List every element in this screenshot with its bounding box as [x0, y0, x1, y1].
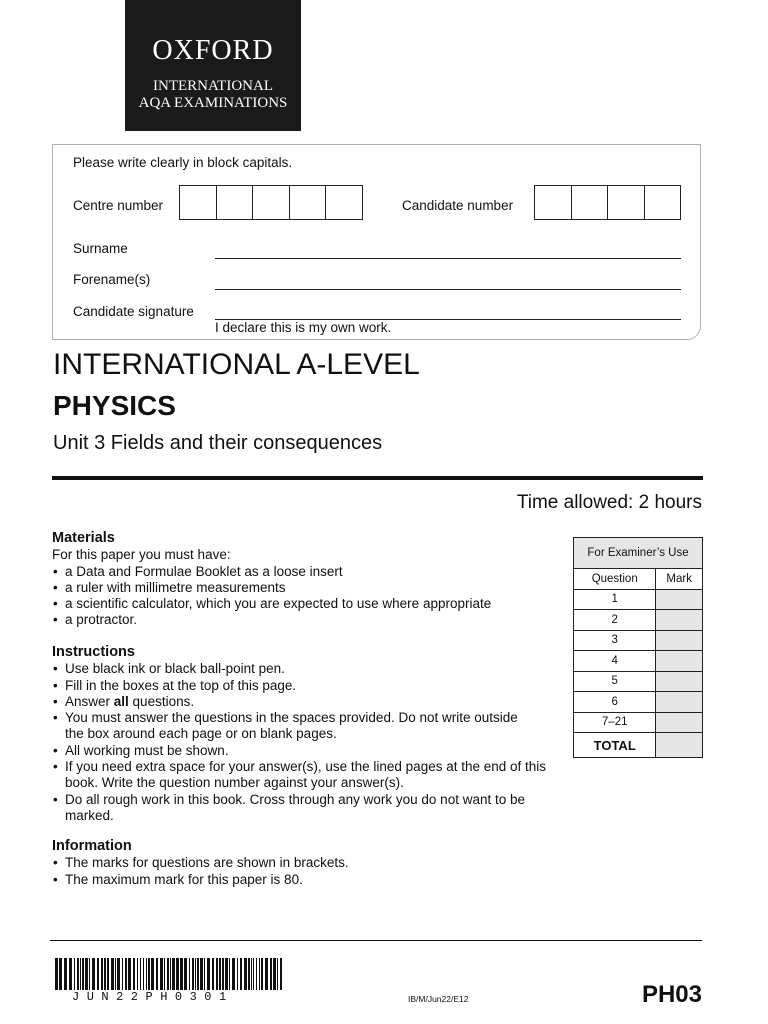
information-heading: Information	[52, 838, 132, 854]
question-column-header: Question	[574, 569, 656, 590]
table-row	[574, 671, 703, 692]
barcode-bar	[107, 958, 109, 990]
barcode-bar	[69, 958, 72, 990]
barcode-bar	[59, 958, 62, 990]
barcode-bar	[204, 958, 205, 990]
surname-label: Surname	[73, 241, 128, 256]
barcode-bar	[143, 958, 144, 990]
total-label: TOTAL	[574, 733, 656, 758]
barcode-bar	[176, 958, 179, 990]
title-divider	[52, 476, 703, 480]
mark-cell	[656, 692, 703, 713]
instructions-item: • Use black ink or black ball-point pen.	[52, 661, 557, 677]
question-number: 1	[574, 589, 656, 610]
barcode-bar	[117, 958, 120, 990]
candidate-number-digit-box[interactable]	[535, 186, 572, 219]
question-number: 6	[574, 692, 656, 713]
barcode-bar	[80, 958, 81, 990]
barcode-bar	[212, 958, 214, 990]
barcode-bar	[89, 958, 90, 990]
barcode-bar	[184, 958, 187, 990]
barcode-bar	[156, 958, 158, 990]
barcode-bar	[97, 958, 99, 990]
question-number: 2	[574, 610, 656, 631]
question-number: 3	[574, 630, 656, 651]
footer-divider	[50, 940, 702, 941]
barcode-bar	[74, 958, 75, 990]
unit-title: Unit 3 Fields and their consequences	[53, 432, 383, 454]
subject-title: PHYSICS	[53, 390, 176, 421]
barcode-bar	[111, 958, 114, 990]
materials-item: • a Data and Formulae Booklet as a loose insert	[52, 564, 552, 580]
instructions-item: • You must answer the questions in the spaces provided. Do not write outside the box around each page or on blank pages.	[52, 710, 520, 743]
instructions-item: • If you need extra space for your answer(s), use the lined pages at the end of this book. Write the question number against your answer(s).	[52, 759, 560, 792]
barcode-bar	[146, 958, 147, 990]
candidate-signature-label: Candidate signature	[73, 304, 194, 319]
candidate-number-digit-box[interactable]	[645, 186, 681, 219]
barcode-bar	[151, 958, 154, 990]
paper-code: PH03	[641, 981, 702, 1008]
barcode-bar	[253, 958, 254, 990]
barcode-bar	[207, 958, 210, 990]
document-reference: IB/M/Jun22/E12	[408, 994, 469, 1004]
barcode-bar	[248, 958, 250, 990]
examiner-table-title: For Examiner’s Use	[574, 538, 703, 569]
table-row	[574, 610, 703, 631]
barcode-bar	[148, 958, 150, 990]
centre-number-boxes[interactable]	[179, 185, 363, 220]
instructions-heading: Instructions	[52, 644, 135, 660]
barcode-bar	[82, 958, 84, 990]
barcode-bar	[164, 958, 165, 990]
logo-subtitle-1: INTERNATIONAL	[153, 78, 273, 94]
barcode-bar	[101, 958, 103, 990]
materials-item: • a ruler with millimetre measurements	[52, 580, 552, 596]
answer-all-pre: Answer	[65, 693, 114, 709]
barcode-bar	[122, 958, 123, 990]
barcode-bar	[85, 958, 88, 990]
materials-intro: For this paper you must have:	[52, 547, 231, 563]
barcode-bar	[170, 958, 171, 990]
surname-line[interactable]	[215, 258, 681, 259]
barcode-bar	[172, 958, 175, 990]
centre-number-digit-box[interactable]	[217, 186, 254, 219]
barcode-bar	[197, 958, 199, 990]
table-row	[574, 589, 703, 610]
mark-cell	[656, 671, 703, 692]
barcode-bar	[280, 958, 282, 990]
mark-cell	[656, 651, 703, 672]
barcode-bar	[225, 958, 228, 990]
instructions-item: • All working must be shown.	[52, 743, 557, 759]
instructions-item: • Do all rough work in this book. Cross through any work you do not want to be marked.	[52, 792, 535, 825]
mark-cell	[656, 589, 703, 610]
materials-item: • a protractor.	[52, 612, 552, 628]
question-number: 5	[574, 671, 656, 692]
answer-all-bold: all	[113, 693, 129, 709]
logo-title: OXFORD	[152, 35, 274, 66]
barcode-bar	[125, 958, 127, 990]
mark-cell	[656, 712, 703, 733]
information-section	[52, 838, 552, 888]
centre-number-digit-box[interactable]	[326, 186, 362, 219]
barcode-bar	[55, 958, 58, 990]
mark-cell	[656, 630, 703, 651]
candidate-number-digit-box[interactable]	[572, 186, 609, 219]
barcode-bar	[240, 958, 242, 990]
barcode-bar	[219, 958, 221, 990]
candidate-number-digit-box[interactable]	[608, 186, 645, 219]
instructions-item: • Fill in the boxes at the top of this page.	[52, 678, 557, 694]
block-capitals-instruction: Please write clearly in block capitals.	[73, 155, 293, 170]
barcode-bar	[92, 958, 95, 990]
centre-number-digit-box[interactable]	[180, 186, 217, 219]
table-row	[574, 712, 703, 733]
barcode-bar	[277, 958, 278, 990]
barcode-bar	[64, 958, 67, 990]
mark-column-header: Mark	[656, 569, 703, 590]
barcode-bar	[77, 958, 79, 990]
materials-heading: Materials	[52, 530, 115, 546]
total-mark-cell	[656, 733, 703, 758]
forename-line[interactable]	[215, 289, 681, 290]
barcode-bar	[192, 958, 194, 990]
logo-subtitle-2: AQA EXAMINATIONS	[138, 95, 288, 111]
barcode-bar	[273, 958, 276, 990]
qualification-level: INTERNATIONAL A-LEVEL	[53, 348, 420, 381]
barcode-bar	[189, 958, 190, 990]
barcode-bar	[237, 958, 238, 990]
barcode-bar	[180, 958, 183, 990]
barcode-bar	[167, 958, 169, 990]
barcode-bar	[251, 958, 252, 990]
barcode-bar	[265, 958, 268, 990]
barcode-bar	[216, 958, 218, 990]
barcode-bar	[115, 958, 116, 990]
barcode-bar	[244, 958, 247, 990]
barcode-bar	[232, 958, 235, 990]
examiner-use-table	[573, 537, 703, 758]
barcode-text: JUN22PH0301	[72, 990, 234, 1004]
barcode-bar	[261, 958, 263, 990]
barcode-bar	[229, 958, 230, 990]
barcode-bar	[137, 958, 138, 990]
instructions-item-answer-all	[52, 694, 557, 710]
table-row	[574, 692, 703, 713]
barcode-image	[55, 958, 284, 990]
information-item: • The marks for questions are shown in brackets.	[52, 855, 552, 871]
table-row	[574, 651, 703, 672]
barcode-bar	[259, 958, 260, 990]
information-item: • The maximum mark for this paper is 80.	[52, 872, 552, 888]
barcode-bar	[270, 958, 272, 990]
table-row	[574, 630, 703, 651]
materials-item: • a scientific calculator, which you are expected to use where appropriate	[52, 596, 552, 612]
centre-number-label: Centre number	[73, 198, 164, 213]
mark-cell	[656, 610, 703, 631]
barcode-bar	[195, 958, 196, 990]
question-number: 7–21	[574, 712, 656, 733]
forename-label: Forename(s)	[73, 272, 151, 287]
barcode-bar	[200, 958, 203, 990]
total-row	[574, 733, 703, 758]
centre-number-digit-box[interactable]	[290, 186, 327, 219]
barcode-bar	[104, 958, 106, 990]
time-allowed: Time allowed: 2 hours	[516, 492, 702, 513]
oxford-aqa-logo	[125, 0, 301, 131]
barcode-bar	[128, 958, 131, 990]
centre-number-digit-box[interactable]	[253, 186, 290, 219]
barcode-bar	[160, 958, 163, 990]
candidate-number-label: Candidate number	[402, 198, 514, 213]
barcode-bar	[140, 958, 141, 990]
candidate-number-boxes[interactable]	[534, 185, 681, 220]
answer-all-post: questions.	[128, 693, 195, 709]
barcode-bar	[133, 958, 135, 990]
instructions-section	[52, 644, 557, 824]
barcode-bar	[222, 958, 224, 990]
materials-section	[52, 530, 552, 629]
barcode-bar	[256, 958, 257, 990]
declaration-text: I declare this is my own work.	[215, 320, 392, 335]
question-number: 4	[574, 651, 656, 672]
